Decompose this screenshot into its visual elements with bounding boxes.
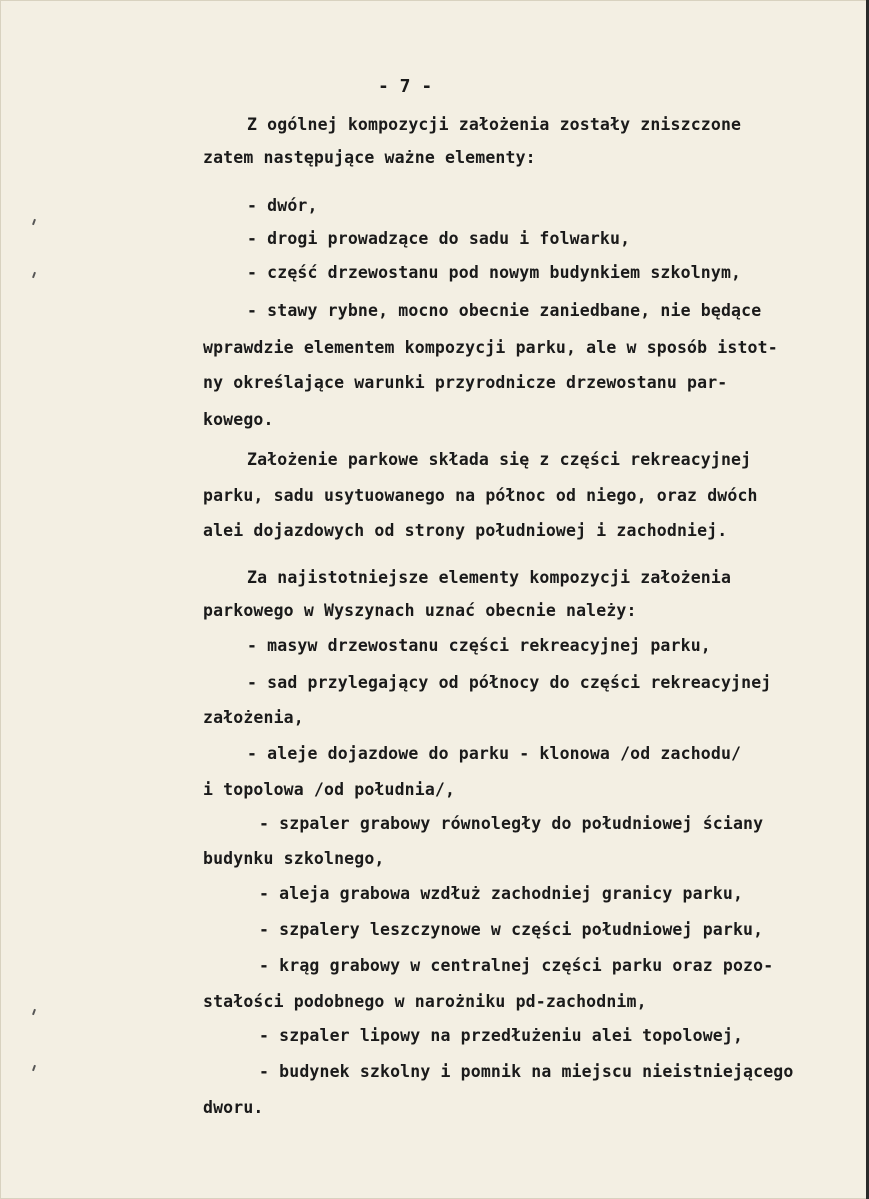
scan-mark	[32, 1065, 36, 1071]
text-line: ny określające warunki przyrodnicze drzewostanu par-	[203, 373, 728, 392]
text-line: Za najistotniejsze elementy kompozycji założenia	[247, 568, 732, 587]
text-line: Z ogólnej kompozycji założenia zostały zniszczone	[247, 115, 742, 134]
list-item: - drogi prowadzące do sadu i folwarku,	[247, 229, 631, 248]
list-item: - aleje dojazdowe do parku - klonowa /od zachodu/	[247, 744, 742, 763]
list-item: - aleja grabowa wzdłuż zachodniej granicy parku,	[259, 884, 744, 903]
list-item: - masyw drzewostanu części rekreacyjnej parku,	[247, 636, 711, 655]
scan-mark	[32, 1009, 36, 1015]
list-item: - stawy rybne, mocno obecnie zaniedbane, nie będące	[247, 301, 762, 320]
text-line: parku, sadu usytuowanego na północ od niego, oraz dwóch	[203, 486, 758, 505]
text-line: dworu.	[203, 1098, 264, 1117]
text-line: stałości podobnego w narożniku pd-zachodnim,	[203, 992, 647, 1011]
scan-mark	[32, 272, 36, 278]
text-line: założenia,	[203, 708, 304, 727]
list-item: - szpaler lipowy na przedłużeniu alei topolowej,	[259, 1026, 744, 1045]
text-line: wprawdzie elementem kompozycji parku, ale w sposób istot-	[203, 338, 778, 357]
list-item: - krąg grabowy w centralnej części parku oraz pozo-	[259, 956, 774, 975]
scan-mark	[32, 219, 36, 225]
list-item: - szpaler grabowy równoległy do południowej ściany	[259, 814, 764, 833]
list-item: - dwór,	[247, 196, 318, 215]
list-item: - sad przylegający od północy do części rekreacyjnej	[247, 673, 772, 692]
list-item: - część drzewostanu pod nowym budynkiem szkolnym,	[247, 263, 742, 282]
page-number: - 7 -	[378, 76, 433, 97]
text-line: i topolowa /od południa/,	[203, 780, 456, 799]
text-line: alei dojazdowych od strony południowej i zachodniej.	[203, 521, 728, 540]
text-line: budynku szkolnego,	[203, 849, 385, 868]
text-line: kowego.	[203, 410, 274, 429]
text-line: parkowego w Wyszynach uznać obecnie należy:	[203, 601, 637, 620]
text-line: zatem następujące ważne elementy:	[203, 148, 536, 167]
text-line: Założenie parkowe składa się z części rekreacyjnej	[247, 450, 752, 469]
list-item: - szpalery leszczynowe w części południowej parku,	[259, 920, 764, 939]
list-item: - budynek szkolny i pomnik na miejscu nieistniejącego	[259, 1062, 794, 1081]
